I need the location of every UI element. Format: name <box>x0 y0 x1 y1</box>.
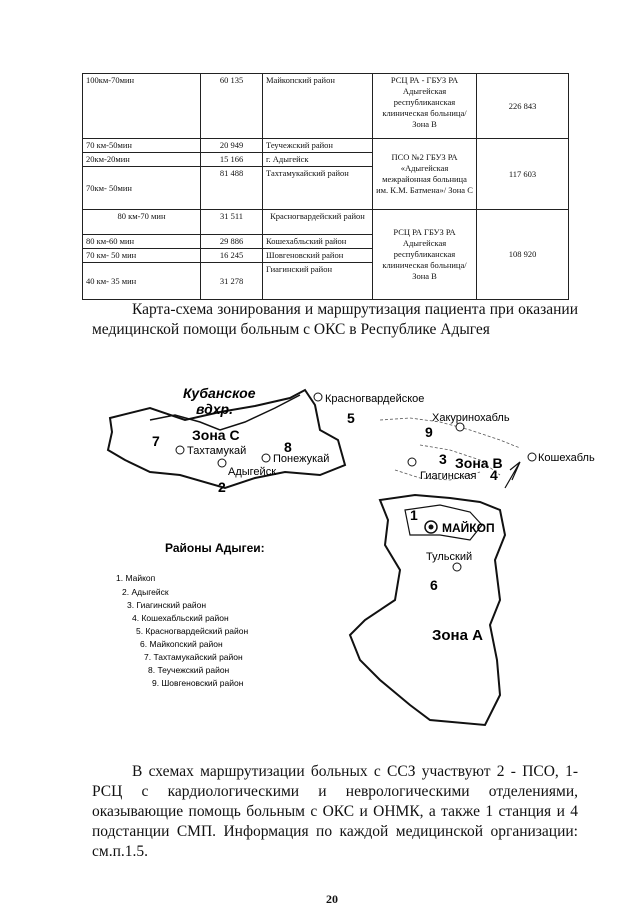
district-number: 7 <box>152 433 160 449</box>
town-marker <box>262 454 270 462</box>
town-marker <box>528 453 536 461</box>
table-cell: Теучежский район <box>263 139 373 153</box>
table-cell: 70 км- 50 мин <box>83 249 201 263</box>
table-cell: РСЦ РА ГБУЗ РА Адыгейская республиканская клиническая больница/ Зона В <box>373 210 477 300</box>
page-number: 20 <box>326 892 338 906</box>
legend-item: 3. Гиагинский район <box>127 600 207 610</box>
table-cell: 31 511 <box>201 210 263 235</box>
table-cell: 108 920 <box>477 210 569 300</box>
map-label-reservoir: вдхр. <box>196 401 233 417</box>
legend-item: 4. Кошехабльский район <box>132 613 229 623</box>
table-cell: 40 км- 35 мин <box>83 263 201 300</box>
table-cell: Майкопский район <box>263 74 373 139</box>
table-cell: 70км- 50мин <box>83 167 201 210</box>
town-marker <box>314 393 322 401</box>
district-number: 8 <box>284 439 292 455</box>
table-cell: 20км-20мин <box>83 153 201 167</box>
map-label-town: Кошехабль <box>538 452 595 464</box>
map-label-town: Гиагинская <box>420 470 477 482</box>
district-number: 4 <box>490 467 498 483</box>
map-label-town: Понежукай <box>273 453 330 465</box>
map-label-town: Красногвардейское <box>325 393 425 405</box>
table-row <box>83 74 569 139</box>
map-label-town: Тульский <box>426 551 473 563</box>
table-row <box>83 210 569 235</box>
district-number: 9 <box>425 424 433 440</box>
table-cell: 29 886 <box>201 235 263 249</box>
legend-item: 6. Майкопский район <box>140 639 223 649</box>
map-label-town: Адыгейск <box>228 466 277 478</box>
table-cell: Кошехабльский район <box>263 235 373 249</box>
route-arrow <box>505 462 520 488</box>
legend-item: 2. Адыгейск <box>122 587 169 597</box>
table-cell: 100км-70мин <box>83 74 201 139</box>
legend-item: 5. Красногвардейский район <box>136 626 249 636</box>
table-cell: Шовгеновский район <box>263 249 373 263</box>
table-cell: 80 км-60 мин <box>83 235 201 249</box>
map-label-capital: МАЙКОП <box>442 521 495 535</box>
table-cell: Тахтамукайский район <box>263 167 373 210</box>
zoning-map <box>0 360 640 740</box>
routing-table <box>82 73 569 300</box>
district-number: 3 <box>439 451 447 467</box>
table-cell: 226 843 <box>477 74 569 139</box>
town-marker <box>176 446 184 454</box>
table-row <box>83 139 569 153</box>
town-marker <box>456 423 464 431</box>
capital-marker-dot <box>429 525 434 530</box>
table-cell: ПСО №2 ГБУЗ РА «Адыгейская межрайонная больница им. К.М. Батмена»/ Зона С <box>373 139 477 210</box>
map-label-reservoir: Кубанское <box>183 385 256 401</box>
table-cell: 16 245 <box>201 249 263 263</box>
legend-item: 8. Теучежский район <box>148 665 230 675</box>
map-label-zone: Зона С <box>192 427 240 443</box>
table-cell: 81 488 <box>201 167 263 210</box>
body-paragraph: В схемах маршрутизации больных с ССЗ участвуют 2 - ПСО, 1-РСЦ с кардиологическими и неврологическими отделениями, оказывающие помощь больным с ОКС и ОНМК, а также 1 станция и 4 подстанции СМП. Информация по каждой медицинской организации: см.п.1.5. <box>92 763 578 860</box>
table-cell: 20 949 <box>201 139 263 153</box>
district-number: 5 <box>347 410 355 426</box>
table-cell: 117 603 <box>477 139 569 210</box>
map-label-town: Хакуринохабль <box>432 412 510 424</box>
table-cell: РСЦ РА - ГБУЗ РА Адыгейская республиканская клиническая больница/ Зона В <box>373 74 477 139</box>
district-number: 1 <box>410 507 418 523</box>
table-cell: Гиагинский район <box>263 263 373 300</box>
town-marker <box>408 458 416 466</box>
table-cell: 60 135 <box>201 74 263 139</box>
map-label-zone: Зона В <box>455 455 503 471</box>
district-number: 2 <box>218 479 226 495</box>
table-cell: г. Адыгейск <box>263 153 373 167</box>
table-cell: 31 278 <box>201 263 263 300</box>
table-cell: 15 166 <box>201 153 263 167</box>
table-cell: Красногвардейский район <box>263 210 373 235</box>
town-marker <box>453 563 461 571</box>
legend-item: 1. Майкоп <box>116 573 156 583</box>
map-caption: Карта-схема зонирования и маршрутизация пациента при оказании медицинской помощи больным с ОКС в Республике Адыгея <box>92 301 578 338</box>
legend-item: 9. Шовгеновский район <box>152 678 244 688</box>
map-label-zone: Зона А <box>432 627 483 644</box>
map-label-town: Тахтамукай <box>187 445 247 457</box>
town-marker <box>218 459 226 467</box>
district-number: 6 <box>430 577 438 593</box>
legend-title: Районы Адыгеи: <box>165 541 265 555</box>
table-cell: 70 км-50мин <box>83 139 201 153</box>
table-cell: 80 км-70 мин <box>83 210 201 235</box>
legend-item: 7. Тахтамукайский район <box>144 652 243 662</box>
